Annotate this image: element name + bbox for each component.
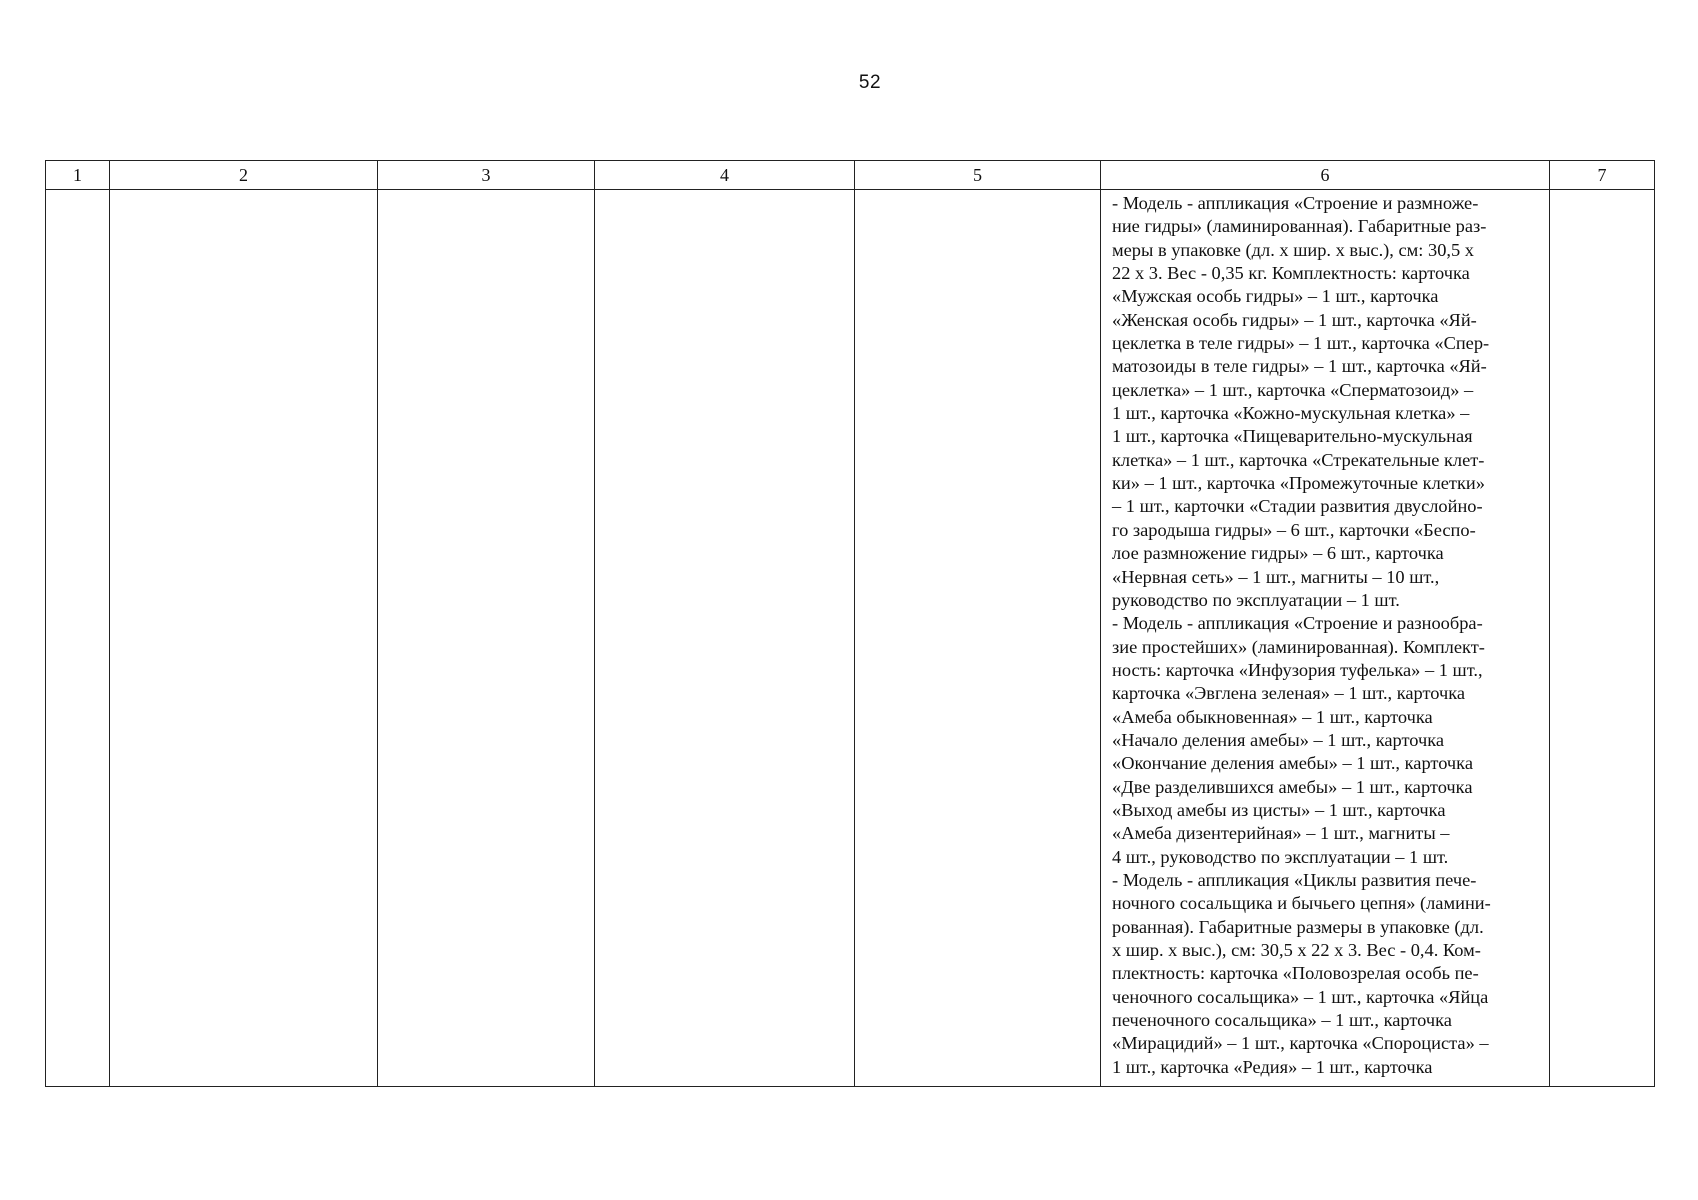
description-line: «Начало деления амебы» – 1 шт., карточка (1112, 729, 1445, 750)
description-line: «Женская особь гидры» – 1 шт., карточка «Яй- (1112, 309, 1477, 330)
cell-col5 (855, 190, 1101, 1087)
column-header-7: 7 (1550, 161, 1655, 190)
cell-col7 (1550, 190, 1655, 1087)
column-header-3: 3 (378, 161, 595, 190)
description-line: ность: карточка «Инфузория туфелька» – 1 шт., (1112, 659, 1483, 680)
description-line: «Мужская особь гидры» – 1 шт., карточка (1112, 286, 1439, 307)
description-line: – 1 шт., карточки «Стадии развития двуслойно- (1112, 496, 1483, 517)
description-line: ки» – 1 шт., карточка «Промежуточные клетки» (1112, 473, 1485, 494)
description-line: руководство по эксплуатации – 1 шт. (1112, 589, 1400, 610)
description-line: «Амеба обыкновенная» – 1 шт., карточка (1112, 706, 1433, 727)
table-header-row (46, 161, 1655, 190)
description-line: клетка» – 1 шт., карточка «Стрекательные клет- (1112, 449, 1485, 470)
table-row (46, 190, 1655, 1087)
description-line: зие простейших» (ламинированная). Комплект- (1112, 636, 1485, 657)
description-line: - Модель - аппликация «Строение и размноже- (1112, 193, 1479, 213)
description-line: печеночного сосальщика» – 1 шт., карточка (1112, 1010, 1452, 1031)
cell-col6-description (1101, 190, 1550, 1087)
description-line: - Модель - аппликация «Циклы развития пече- (1112, 869, 1477, 890)
cell-col2 (110, 190, 378, 1087)
description-line: цеклетка в теле гидры» – 1 шт., карточка «Спер- (1112, 333, 1490, 354)
description-line: ночного сосальщика и бычьего цепня» (ламини- (1112, 893, 1491, 914)
description-line: ние гидры» (ламинированная). Габаритные раз- (1112, 216, 1487, 237)
cell-col4 (595, 190, 855, 1087)
cell-col1 (46, 190, 110, 1087)
description-line: - Модель - аппликация «Строение и разнообра- (1112, 613, 1483, 634)
column-header-6: 6 (1101, 161, 1550, 190)
description-text (1112, 192, 1541, 1079)
description-line: 22 х 3. Вес - 0,35 кг. Комплектность: карточка (1112, 263, 1470, 284)
description-line: ченочного сосальщика» – 1 шт., карточка «Яйца (1112, 986, 1489, 1007)
description-line: «Окончание деления амебы» – 1 шт., карточка (1112, 753, 1473, 774)
description-line: 1 шт., карточка «Кожно-мускульная клетка» – (1112, 403, 1470, 424)
column-header-2: 2 (110, 161, 378, 190)
description-line: «Две разделившихся амебы» – 1 шт., карточка (1112, 776, 1473, 797)
description-line: матозоиды в теле гидры» – 1 шт., карточка «Яй- (1112, 356, 1487, 377)
description-line: го зародыша гидры» – 6 шт., карточки «Беспо- (1112, 519, 1476, 540)
column-header-4: 4 (595, 161, 855, 190)
description-line: х шир. х выс.), см: 30,5 х 22 х 3. Вес - 0,4. Ком- (1112, 940, 1481, 960)
description-line: меры в упаковке (дл. х шир. х выс.), см: 30,5 х (1112, 239, 1474, 260)
description-line: 4 шт., руководство по эксплуатации – 1 шт. (1112, 846, 1449, 867)
description-line: 1 шт., карточка «Редия» – 1 шт., карточка (1112, 1056, 1433, 1077)
description-line: лое размножение гидры» – 6 шт., карточка (1112, 543, 1444, 564)
column-header-5: 5 (855, 161, 1101, 190)
description-line: плектность: карточка «Половозрелая особь пе- (1112, 963, 1479, 984)
description-line: рованная). Габаритные размеры в упаковке (дл. (1112, 916, 1484, 937)
page-number: 52 (858, 72, 882, 93)
cell-col3 (378, 190, 595, 1087)
specification-table (45, 160, 1655, 1087)
description-line: «Нервная сеть» – 1 шт., магниты – 10 шт., (1112, 566, 1440, 587)
description-line: «Амеба дизентерийная» – 1 шт., магниты – (1112, 823, 1450, 844)
description-line: карточка «Эвглена зеленая» – 1 шт., карточка (1112, 683, 1466, 704)
description-line: «Мирацидий» – 1 шт., карточка «Спороциста» – (1112, 1033, 1489, 1054)
description-line: 1 шт., карточка «Пищеварительно-мускульная (1112, 426, 1473, 447)
column-header-1: 1 (46, 161, 110, 190)
description-line: цеклетка» – 1 шт., карточка «Сперматозоид» – (1112, 379, 1474, 400)
description-line: «Выход амебы из цисты» – 1 шт., карточка (1112, 799, 1446, 820)
